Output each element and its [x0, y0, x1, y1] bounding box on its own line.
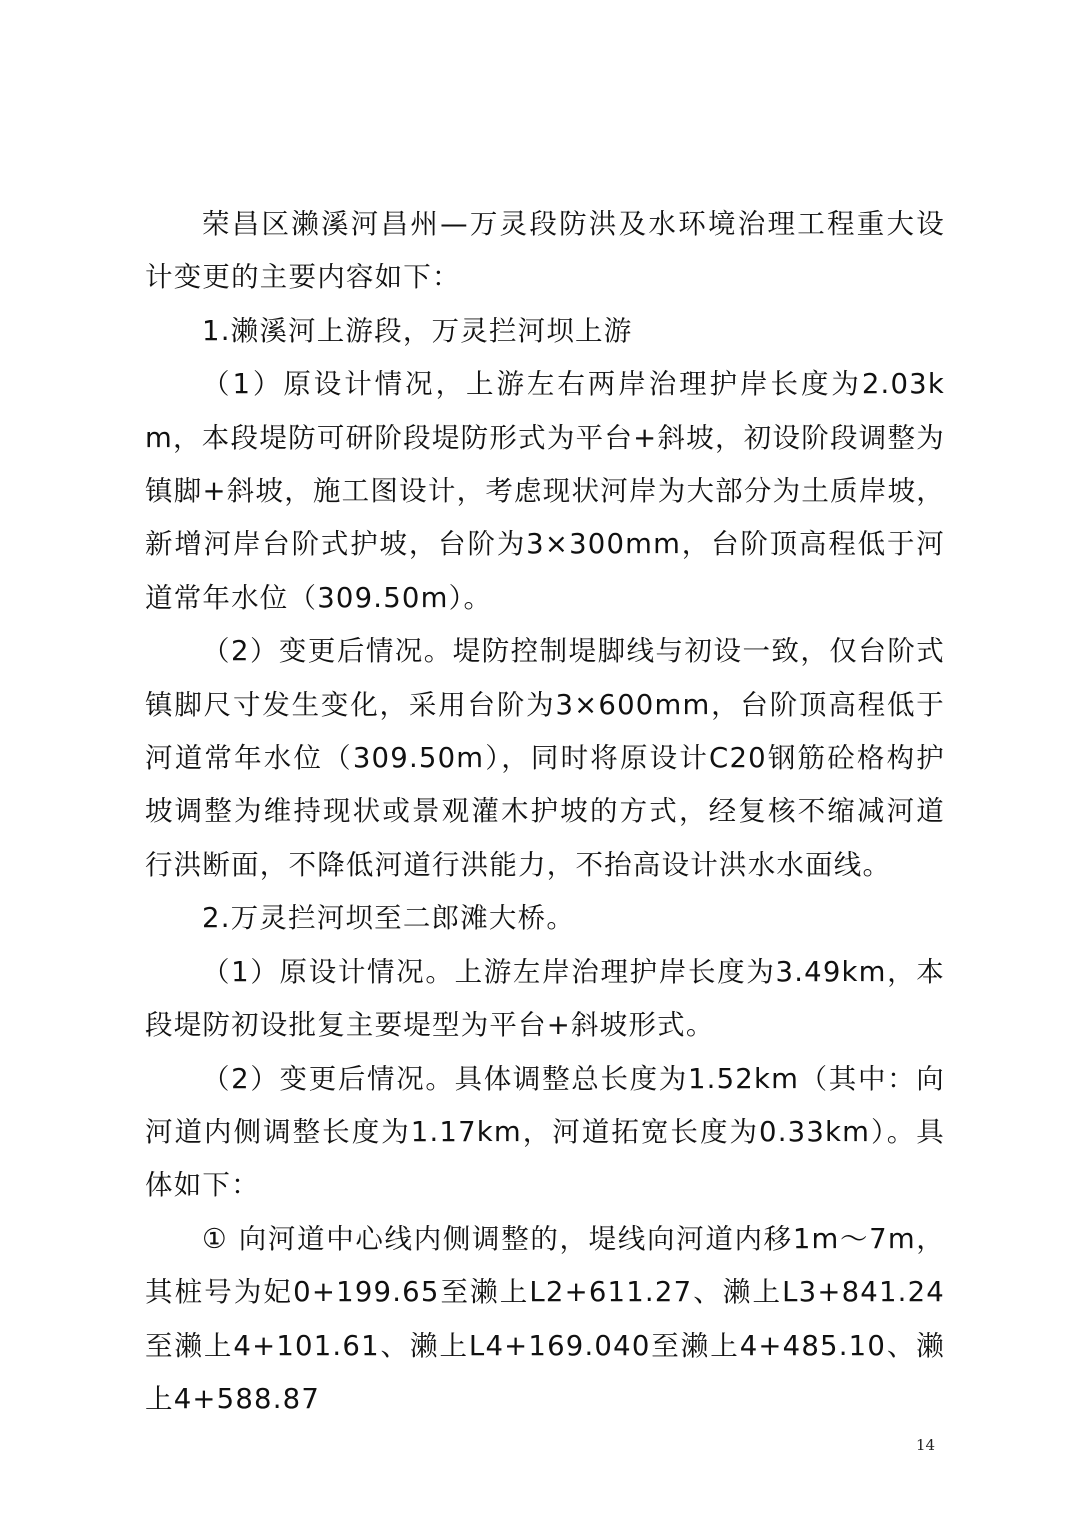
intro-paragraph: 荣昌区濑溪河昌州—万灵段防洪及水环境治理工程重大设计变更的主要内容如下：	[145, 208, 945, 294]
page-number: 14	[916, 1436, 936, 1454]
section-heading-2: 2.万灵拦河坝至二郎滩大桥。	[202, 902, 576, 935]
paragraph-after-change-2: （2）变更后情况。具体调整总长度为1.52km（其中：向河道内侧调整长度为1.17km，河道拓宽长度为0.33km）。具体如下：	[145, 1062, 945, 1202]
section-heading-1: 1.濑溪河上游段，万灵拦河坝上游	[202, 314, 633, 347]
list-item-inward-adjustment: ① 向河道中心线内侧调整的，堤线向河道内移1m～7m，其桩号为妃0+199.65至濑上L2+611.27、濑上L3+841.24至濑上4+101.61、濑上L4+169.040至濑上4+485.10、濑上4+588.87	[145, 1222, 945, 1415]
paragraph-original-design-2: （1）原设计情况。上游左岸治理护岸长度为3.49km，本段堤防初设批复主要堤型为平台+斜坡形式。	[145, 955, 945, 1042]
document-body	[145, 198, 945, 1426]
paragraph-after-change-1: （2）变更后情况。堤防控制堤脚线与初设一致，仅台阶式镇脚尺寸发生变化，采用台阶为3×600mm，台阶顶高程低于河道常年水位（309.50m），同时将原设计C20钢筋砼格构护坡调整为维持现状或景观灌木护坡的方式，经复核不缩减河道行洪断面，不降低河道行洪能力，不抬高设计洪水水面线。	[145, 635, 945, 881]
paragraph-original-design-1: （1）原设计情况，上游左右两岸治理护岸长度为2.03km，本段堤防可研阶段堤防形式为平台+斜坡，初设阶段调整为镇脚+斜坡，施工图设计，考虑现状河岸为大部分为土质岸坡，新增河岸台阶式护坡，台阶为3×300mm，台阶顶高程低于河道常年水位（309.50m）。	[145, 368, 945, 614]
